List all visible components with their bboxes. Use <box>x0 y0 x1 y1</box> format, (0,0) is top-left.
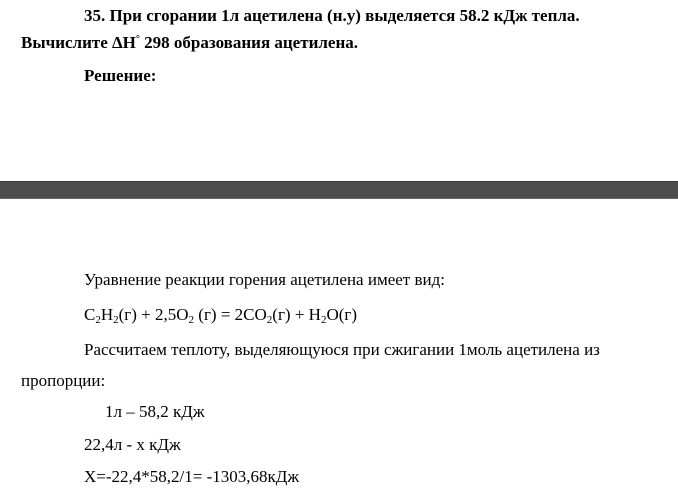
standard-state-superscript: ° <box>135 34 140 45</box>
calculation-text-line-2: пропорции: <box>21 371 106 390</box>
calculation-text-line-1: Рассчитаем теплоту, выделяющуюся при сжигании 1моль ацетилена из <box>84 340 600 359</box>
calculation-result: X=-22,4*58,2/1= -1303,68кДж <box>84 467 300 486</box>
eq-sub-4: 2 <box>266 314 273 326</box>
eq-part-6: O(г) <box>326 305 358 324</box>
eq-part-1: C <box>84 305 96 324</box>
problem-text-part-1: Вычислите ΔH <box>21 33 136 52</box>
eq-sub-3: 2 <box>188 314 195 326</box>
eq-part-4: (г) = 2CO <box>194 305 267 324</box>
eq-part-3: (г) + 2,5O <box>118 305 189 324</box>
solution-label: Решение: <box>84 66 157 85</box>
eq-sub-1: 2 <box>95 314 101 326</box>
proportion-line-1: 1л – 58,2 кДж <box>105 402 205 421</box>
proportion-line-2: 22,4л - х кДж <box>84 435 181 454</box>
problem-statement-line-2 <box>21 33 358 53</box>
reaction-equation <box>84 305 357 325</box>
problem-statement-line-1: 35. При сгорании 1л ацетилена (н.у) выделяется 58.2 кДж тепла. <box>84 6 580 25</box>
reaction-intro-text: Уравнение реакции горения ацетилена имеет вид: <box>84 270 445 289</box>
eq-sub-2: 2 <box>113 314 119 326</box>
eq-part-5: (г) + H <box>272 305 321 324</box>
eq-part-2: H <box>100 305 114 324</box>
eq-sub-5: 2 <box>320 314 327 326</box>
page-divider-band <box>0 181 678 199</box>
problem-text-part-2: 298 образования ацетилена. <box>139 33 359 52</box>
